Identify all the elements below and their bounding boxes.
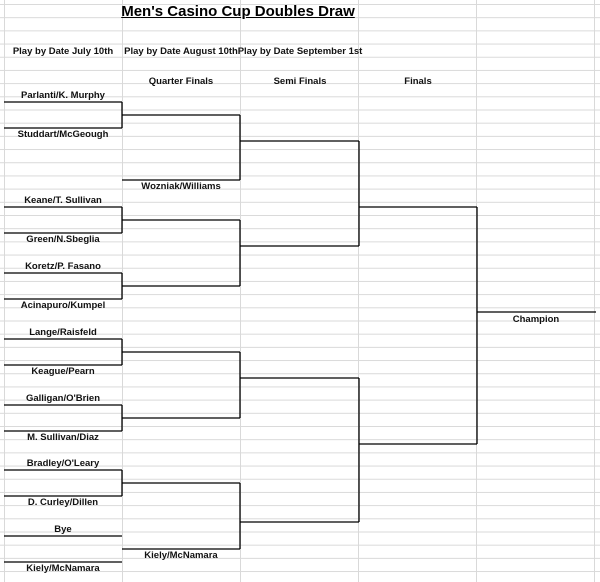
label-semi-finals: Semi Finals <box>273 76 327 87</box>
team-entry[interactable]: Acinapuro/Kumpel <box>20 300 106 311</box>
team-entry[interactable]: Green/N.Sbeglia <box>26 234 100 245</box>
team-entry[interactable]: Galligan/O'Brien <box>25 393 101 404</box>
team-entry[interactable]: Bradley/O'Leary <box>26 458 100 469</box>
team-entry[interactable]: D. Curley/Dillen <box>27 497 99 508</box>
team-entry[interactable]: Bye <box>54 524 72 535</box>
team-entry[interactable]: Studdart/McGeough <box>17 129 109 140</box>
team-entry[interactable]: Lange/Raisfeld <box>29 327 97 338</box>
team-entry[interactable]: Keague/Pearn <box>31 366 95 377</box>
champion-label: Champion <box>512 314 560 325</box>
page-title: Men's Casino Cup Doubles Draw <box>121 3 355 20</box>
label-finals: Finals <box>404 76 432 87</box>
date-semis: Play by Date September 1st <box>237 46 363 57</box>
team-entry[interactable]: Parlanti/K. Murphy <box>21 90 105 101</box>
date-quarters: Play by Date August 10th <box>124 46 238 57</box>
quarter-final-entry[interactable]: Kiely/McNamara <box>144 550 218 561</box>
team-entry[interactable]: Koretz/P. Fasano <box>25 261 101 272</box>
team-entry[interactable]: Kiely/McNamara <box>26 563 100 574</box>
team-entry[interactable]: Keane/T. Sullivan <box>24 195 102 206</box>
quarter-final-entry[interactable]: Wozniak/Williams <box>141 181 221 192</box>
date-round1: Play by Date July 10th <box>12 46 114 57</box>
team-entry[interactable]: M. Sullivan/Diaz <box>27 432 99 443</box>
label-quarter-finals: Quarter Finals <box>148 76 214 87</box>
